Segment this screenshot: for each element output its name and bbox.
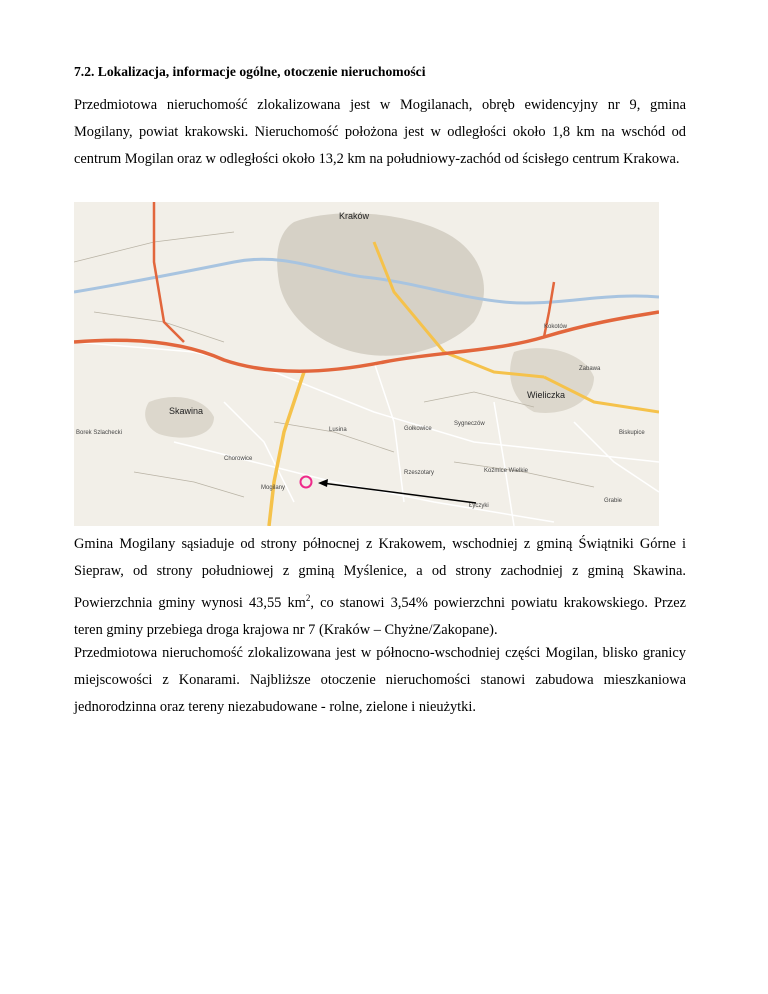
paragraph-gmina-text-b: , co stanowi 3,54% powierzchni powiatu krakowskiego. Przez teren gminy przebiega droga krajowa nr 7 (Kraków – Chyżne/Zakopane). [74,594,686,638]
location-map [74,202,659,526]
label-krakow: Kraków [339,211,370,221]
paragraph-gmina-text-a: Gmina Mogilany sąsiaduje od strony północnej z Krakowem, wschodniej z gminą Świątniki Górne i Siepraw, od strony południowej z gminą Myślenice, a od strony zachodniej z gminą Skawina. Powierzchnia gminy wynosi 43,55 km [74,536,686,611]
label-sygneczow: Sygneczów [454,421,485,427]
label-biskupice: Biskupice [619,430,645,436]
label-grabie: Grabie [604,498,623,504]
label-borek: Borek Szlachecki [76,430,123,436]
label-skawina: Skawina [169,406,204,416]
label-lyczyki: Łyczyki [469,503,489,509]
label-kokotow: Kokotów [544,324,568,330]
section-heading: 7.2. Lokalizacja, informacje ogólne, otoczenie nieruchomości [74,64,426,79]
paragraph-gmina [74,531,686,644]
label-mogilany: Mogilany [261,485,286,491]
paragraph-location: Przedmiotowa nieruchomość zlokalizowana jest w Mogilanach, obręb ewidencyjny nr 9, gmina Mogilany, powiat krakowski. Nieruchomość położona jest w odległości około 1,8 km na wschód od centrum Mogilan oraz w odległości około 13,2 km na południowy-zachód od ścisłego centrum Krakowa. [74,97,686,167]
map-svg [74,202,659,526]
paragraph-surroundings: Przedmiotowa nieruchomość zlokalizowana jest w północno-wschodniej części Mogilan, blisko granicy miejscowości z Konarami. Najbliższe otoczenie nieruchomości stanowi zabudowa mieszkaniowa jednorodzinna oraz tereny niezabudowane - rolne, zielone i nieużytki. [74,645,686,715]
label-rzeszotary: Rzeszotary [404,470,435,476]
label-wieliczka: Wieliczka [527,390,566,400]
label-golkowice: Gołkowice [404,426,432,432]
label-chorowice: Chorowice [224,456,253,462]
label-zabawa: Zabawa [579,366,601,372]
label-kozmice: Koźmice Wielkie [484,468,529,474]
superscript-2: 2 [305,593,311,603]
label-lusina: Lusina [329,427,347,433]
